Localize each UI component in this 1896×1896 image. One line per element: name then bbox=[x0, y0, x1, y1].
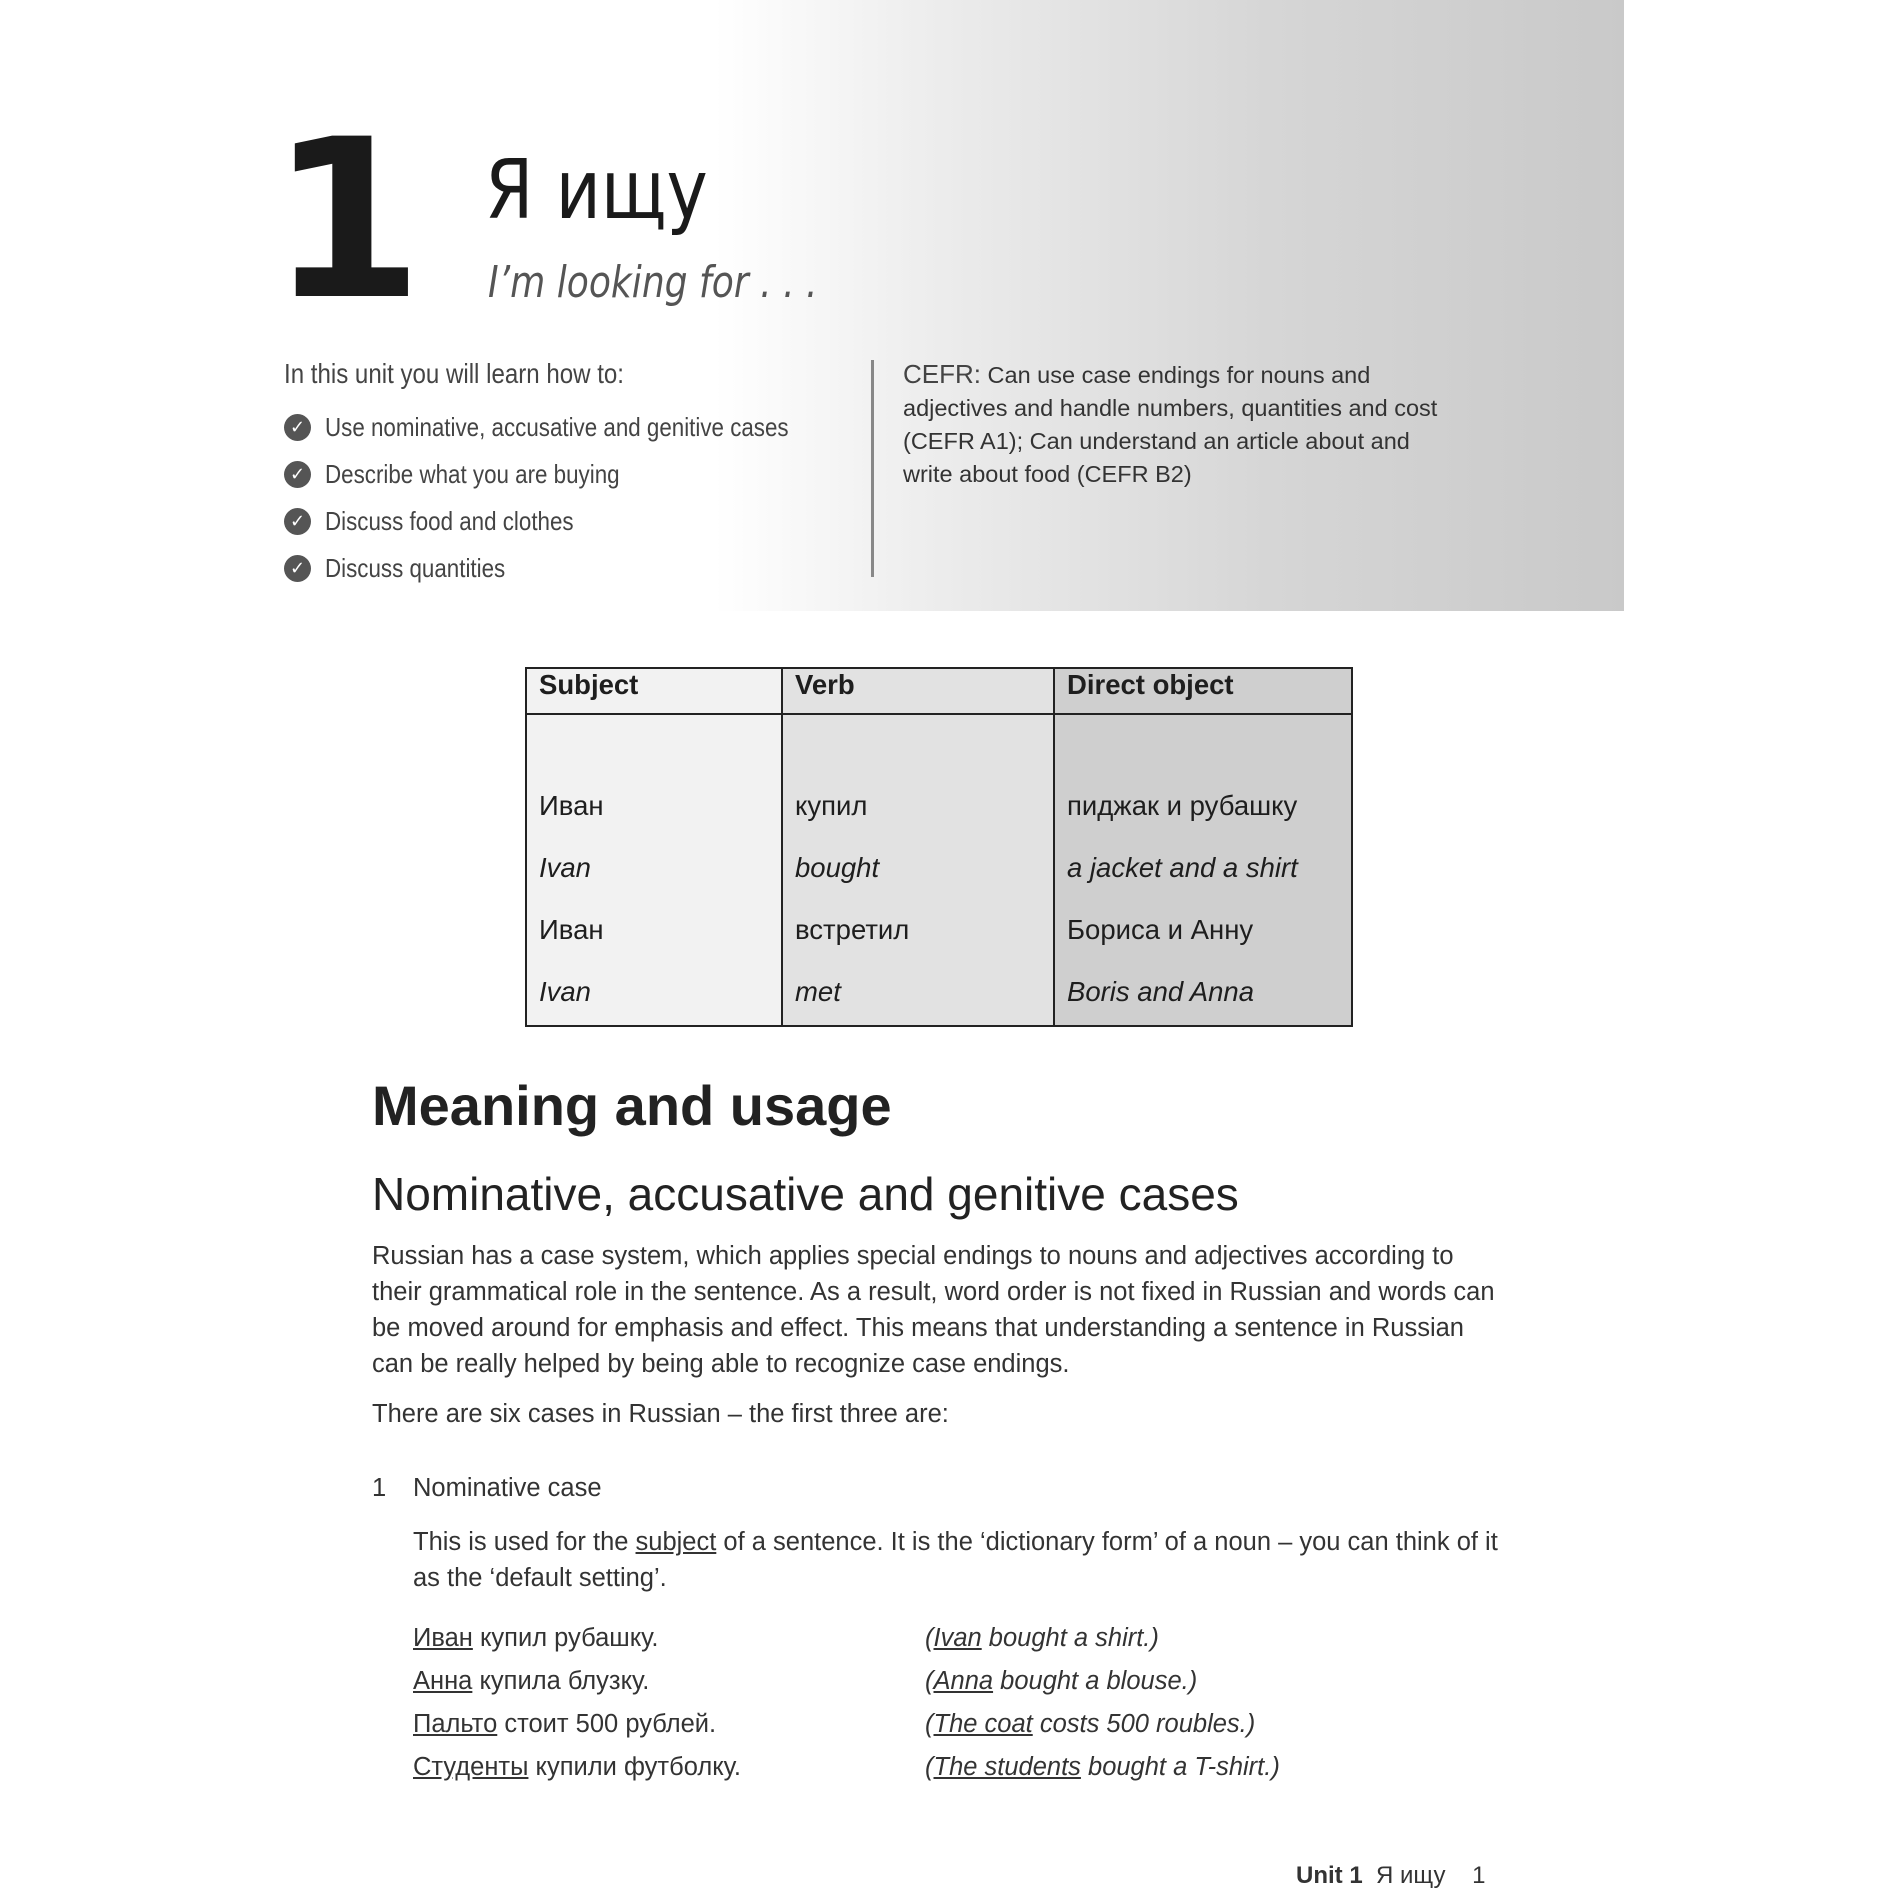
en-subject: The students bbox=[933, 1753, 1081, 1781]
cell-text: Boris and Anna bbox=[1067, 976, 1255, 1007]
desc-text: of a sentence. It is the ‘dictionary form’ of a noun – you can think of it as the ‘default setting’. bbox=[413, 1528, 1498, 1592]
en-rest: bought a T-shirt.) bbox=[1080, 1753, 1280, 1781]
cefr-box bbox=[903, 358, 1463, 491]
header-verb: Verb bbox=[782, 668, 1054, 714]
page-footer bbox=[1296, 1862, 1485, 1890]
objective-item bbox=[284, 545, 864, 592]
cell-text: a jacket and a shirt bbox=[1067, 852, 1298, 883]
paren: ( bbox=[925, 1710, 934, 1738]
check-circle-icon: ✓ bbox=[284, 508, 311, 535]
cell-text: Иван bbox=[539, 790, 604, 821]
check-circle-icon: ✓ bbox=[284, 414, 311, 441]
cefr-label: CEFR: bbox=[903, 359, 981, 389]
footer-title: Я ищу bbox=[1376, 1862, 1446, 1889]
cell-text: Бориса и Анну bbox=[1067, 914, 1254, 945]
cefr-text: Can use case endings for nouns and adjectives and handle numbers, quantities and cost (CEFR A1); Can understand an article about and write about food (CEFR B2) bbox=[903, 362, 1438, 487]
example-russian bbox=[413, 1667, 649, 1696]
footer-unit: Unit 1 bbox=[1296, 1862, 1363, 1889]
ru-rest: купили футболку. bbox=[528, 1753, 741, 1781]
cases-intro: There are six cases in Russian – the first three are: bbox=[372, 1400, 949, 1428]
en-subject: The coat bbox=[933, 1710, 1033, 1738]
objectives-heading: In this unit you will learn how to: bbox=[284, 358, 624, 389]
objectives-list bbox=[284, 404, 864, 592]
paren: ( bbox=[925, 1753, 934, 1781]
subsection-heading: Nominative, accusative and genitive cases bbox=[372, 1168, 1239, 1220]
cell-text: Иван bbox=[539, 914, 604, 945]
ru-subject: Иван bbox=[413, 1624, 473, 1652]
ru-rest: стоит 500 рублей. bbox=[497, 1710, 717, 1738]
desc-underlined-term: subject bbox=[635, 1528, 717, 1556]
cell-text: met bbox=[795, 976, 841, 1007]
objective-item bbox=[284, 498, 864, 545]
ru-subject: Пальто bbox=[413, 1710, 498, 1738]
item-description bbox=[413, 1524, 1503, 1596]
example-english bbox=[925, 1667, 1197, 1696]
grammar-table bbox=[525, 667, 1353, 1027]
en-rest: bought a shirt.) bbox=[981, 1624, 1159, 1652]
cell-text: Ivan bbox=[539, 976, 591, 1007]
en-subject: Ivan bbox=[933, 1624, 982, 1652]
desc-text: This is used for the bbox=[413, 1528, 636, 1556]
example-russian bbox=[413, 1624, 658, 1653]
subject-cell bbox=[526, 714, 782, 1026]
check-circle-icon: ✓ bbox=[284, 555, 311, 582]
list-number: 1 bbox=[372, 1474, 387, 1502]
example-english bbox=[925, 1753, 1280, 1782]
ru-rest: купила блузку. bbox=[472, 1667, 650, 1695]
list-label: Nominative case bbox=[413, 1474, 602, 1502]
ru-subject: Анна bbox=[413, 1667, 473, 1695]
cell-text: встретил bbox=[795, 914, 910, 945]
example-russian bbox=[413, 1710, 716, 1739]
ru-subject: Студенты bbox=[413, 1753, 529, 1781]
en-rest: costs 500 roubles.) bbox=[1032, 1710, 1256, 1738]
cell-text: bought bbox=[795, 852, 880, 883]
objective-label: Use nominative, accusative and genitive cases bbox=[325, 412, 789, 442]
section-heading: Meaning and usage bbox=[372, 1074, 892, 1137]
vertical-divider bbox=[871, 360, 874, 577]
objective-item bbox=[284, 451, 864, 498]
objective-label: Discuss food and clothes bbox=[325, 506, 574, 536]
verb-cell bbox=[782, 714, 1054, 1026]
intro-paragraph: Russian has a case system, which applies special endings to nouns and adjectives according to their grammatical role in the sentence. As a result, word order is not fixed in Russian and words can be moved around for emphasis and effect. This means that understanding a sentence in Russian can be really helped by being able to recognize case endings. bbox=[372, 1242, 1495, 1378]
page-number: 1 bbox=[1472, 1862, 1486, 1889]
objective-label: Discuss quantities bbox=[325, 553, 506, 583]
table-header-row bbox=[526, 668, 1352, 714]
example-english bbox=[925, 1710, 1255, 1739]
check-circle-icon: ✓ bbox=[284, 461, 311, 488]
table-row bbox=[526, 714, 1352, 1026]
paren: ( bbox=[925, 1667, 934, 1695]
paren: ( bbox=[925, 1624, 934, 1652]
cell-text: купил bbox=[795, 790, 868, 821]
header-direct-object: Direct object bbox=[1054, 668, 1352, 714]
object-cell bbox=[1054, 714, 1352, 1026]
unit-subtitle: I’m looking for . . . bbox=[488, 257, 818, 308]
example-russian bbox=[413, 1753, 741, 1782]
en-subject: Anna bbox=[933, 1667, 994, 1695]
cell-text: Ivan bbox=[539, 852, 591, 883]
ru-rest: купил рубашку. bbox=[472, 1624, 659, 1652]
cell-text: пиджак и рубашку bbox=[1067, 790, 1298, 821]
unit-number: 1 bbox=[270, 92, 420, 348]
unit-title: Я ищу bbox=[485, 143, 708, 238]
header-subject: Subject bbox=[526, 668, 782, 714]
en-rest: bought a blouse.) bbox=[993, 1667, 1198, 1695]
objective-item bbox=[284, 404, 864, 451]
example-english bbox=[925, 1624, 1159, 1653]
objective-label: Describe what you are buying bbox=[325, 459, 620, 489]
